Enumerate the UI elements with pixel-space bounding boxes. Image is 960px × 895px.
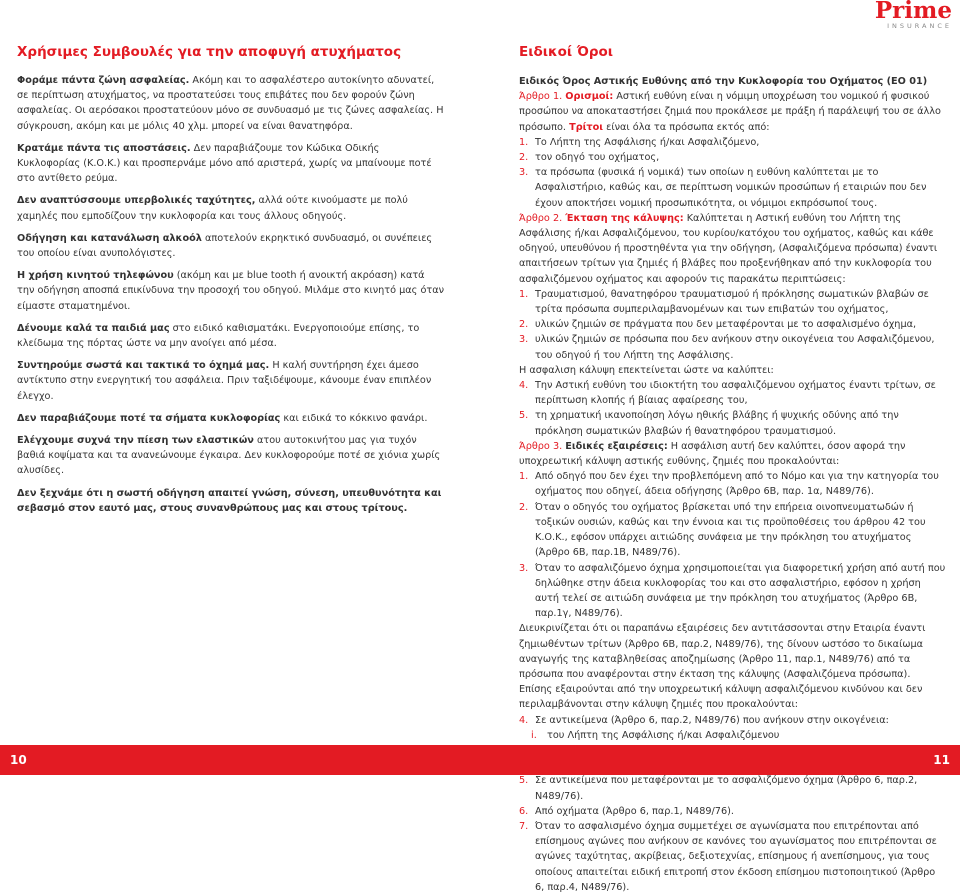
left-column-safety-tips	[17, 44, 445, 514]
text-run: ατου αυτοκινήτου μας για τυχόν βαθιά κοψίματα και τα ανανεώνουμε έγκαιρα. Δεν κυκλοφορούμε ποτέ σε χιόνια χωρίς αλυσίδες.	[17, 435, 441, 477]
term-list-item	[519, 165, 947, 211]
list-number: i.	[531, 729, 537, 741]
text-run: αποτελούν εκρηκτικό συνδυασμό, οι συνέπειες του οποίου είναι ανυπολόγιστες.	[17, 232, 433, 260]
safety-tip-paragraph	[17, 321, 445, 351]
text-run: Κρατάμε πάντα τις αποστάσεις.	[17, 142, 191, 154]
list-text: Το Λήπτη της Ασφάλισης ή/και Ασφαλιζόμενο,	[535, 136, 760, 148]
safety-tip-paragraph	[17, 141, 445, 187]
list-number: 6.	[519, 805, 529, 817]
list-text: Τραυματισμού, θανατηφόρου τραυματισμού ή πρόκλησης σωματικών βλαβών σε τρίτα πρόσωπα συμπεριλαμβανομένων και των επιβατών του οχήματος,	[535, 288, 929, 316]
text-run: Οδήγηση και κατανάλωση αλκοόλ	[17, 232, 202, 244]
term-list-item	[519, 773, 947, 803]
text-run: Η ασφαλιση κάλυψη επεκτείνεται ώστε να καλύπτει:	[519, 364, 774, 376]
text-run: και ειδικά το κόκκινο φανάρι.	[280, 412, 428, 424]
list-text: Όταν το ασφαλιζόμενο όχημα χρησιμοποιείται για διαφορετική χρήση από αυτή που δηλώθηκε στην άδεια κυκλοφορίας του και στο ασφαλιστήριο, εφόσον η χρήση αυτή τελεί σε αιτιώδη συνάφεια με την πρόκληση του ατυχήματος (Άρθρο 6Β, παρ.1γ, Ν489/76).	[535, 562, 946, 620]
text-run: Έκταση της κάλυψης:	[565, 212, 684, 224]
list-text: υλικών ζημιών σε πράγματα που δεν μεταφέρονται με το ασφαλισμένο όχημα,	[535, 319, 917, 331]
page-number-left: 10	[10, 753, 27, 767]
term-list-item	[519, 408, 947, 438]
term-list-item	[519, 713, 947, 728]
safety-tip-paragraph	[17, 231, 445, 261]
text-run: Ειδικές εξαιρέσεις:	[565, 440, 668, 452]
list-number: 2.	[519, 319, 529, 331]
list-number: 5.	[519, 775, 529, 787]
text-run: Δένουμε καλά τα παιδιά μας	[17, 322, 170, 334]
text-run: Φοράμε πάντα ζώνη ασφαλείας.	[17, 75, 190, 86]
text-run: Δεν παραβιάζουμε τον Κώδικα Οδικής Κυκλοφορίας (Κ.Ο.Κ.) και προσπερνάμε μόνο από αριστερά, χωρίς να μπαίνουμε ποτέ στο αντίθετο ρεύμα.	[17, 142, 432, 185]
term-paragraph	[519, 89, 947, 135]
term-list-item	[519, 135, 947, 150]
text-run: Η καλή συντήρηση έχει άμεσο αντίκτυπο στην ενεργητική του ασφάλεια. Πριν ταξιδέψουμε, κάνουμε έναν επιπλέον έλεγχο.	[17, 360, 432, 402]
text-run: Ελέγχουμε συχνά την πίεση των ελαστικών	[17, 435, 254, 447]
list-text: του Λήπτη της Ασφάλισης ή/και Ασφαλιζόμενου	[547, 729, 780, 741]
text-run: Διευκρινίζεται ότι οι παραπάνω εξαιρέσεις δεν αντιτάσσονται στην Εταιρία έναντι ζημιωθέντων τρίτων (Άρθρο 6Β, παρ.2, Ν489/76), της δίνουν ωστόσο το δικαίωμα αναγωγής της καταβληθείσας αποζημίωσης (Άρθρο 11, παρ.1, Ν489/76) από τα πρόσωπα που αναφέρονται στην έκταση της κάλυψης (Ασφαλιζόμενα πρόσωπα).	[519, 623, 926, 680]
list-number: 1.	[519, 288, 529, 300]
term-paragraph	[519, 363, 947, 378]
text-run: Καλύπτεται η Αστική ευθύνη του Λήπτη της Ασφάλισης ή/και Ασφαλιζόμενου, του κυρίου/κατόχου του οχήματος, καθώς και κάθε οδηγού, υπευθύνου ή προστηθέντα για την οδήγηση, (Ασφαλιζόμενα πρόσωπα) έναντι απαιτήσεων τρίτων για ζημιές ή βλάβες που προξενήθηκαν από την κυκλοφορία του ασφαλιζόμενου οχήματος και αφορούν τις παρακάτω περιπτώσεις:	[519, 212, 938, 285]
text-run: Αστική ευθύνη είναι η νόμιμη υποχρέωση του νομικού ή φυσικού προσώπου να αποκαταστήσει ζημιά που προκάλεσε με πράξη ή παράλειψή του σε άλλο πρόσωπο.	[519, 91, 941, 133]
term-paragraph	[519, 439, 947, 469]
list-text: Σε αντικείμενα που μεταφέρονται με το ασφαλιζόμενο όχημα (Άρθρο 6, παρ.2, Ν489/76).	[535, 775, 918, 802]
list-text: τα πρόσωπα (φυσικά ή νομικά) των οποίων η ευθύνη καλύπτεται με το Ασφαλιστήριο, καθώς και, σε περίπτωση νομικών προσώπων ή εταιριών που δεν έχουν αποκτήσει νομική προσωπικότητα, οι νόμιμοι εκπρόσωποί τους.	[535, 167, 927, 209]
list-text: τη χρηματική ικανοποίηση λόγω ηθικής βλάβης ή ψυχικής οδύνης από την πρόκληση σωματικών βλαβών ή θανατηφόρου τραυματισμού.	[535, 410, 899, 437]
text-run: Ακόμη και το ασφαλέστερο αυτοκίνητο αδυνατεί, σε περίπτωση ατυχήματος, να προστατεύσει τους επιβάτες που δεν φορούν ζώνη ασφαλείας. Οι αερόσακοι προστατεύουν μόνο σε συνδυασμό με τις ζώνες ασφαλείας. Η σύγκρουση, ακόμη και με μόλις 40 χλμ. μπορεί να είναι θανατηφόρα.	[17, 75, 444, 132]
list-number: 4.	[519, 714, 529, 726]
list-number: 3.	[519, 167, 529, 179]
text-run: στο ειδικό καθισματάκι. Ενεργοποιούμε επίσης, το κλείδωμα της πόρτας ώστε να μην ανοίγει από μέσα.	[17, 322, 420, 350]
list-number: 3.	[519, 562, 529, 574]
list-number: 2.	[519, 501, 529, 513]
term-paragraph	[519, 682, 947, 712]
list-text: Όταν το ασφαλισμένο όχημα συμμετέχει σε αγωνίσματα που επιτρέπονται από επίσημους αγώνες που ανήκουν σε κανόνες του αγωνίσματος που επιτρέπονται σε αγώνες ταχύτητας, ακρίβειας, δεξιοτεχνίας, επίσημους ή ανεπίσημους, για τους οποίους απαιτείται ειδική επιτροπή στον έκδοση επίσημου πιστοποιητικού (Άρθρο 6, παρ.4, Ν489/76).	[535, 820, 937, 893]
safety-tip-paragraph	[17, 358, 445, 404]
list-text: τον οδηγό του οχήματος,	[535, 152, 660, 164]
text-run: Τρίτοι	[569, 121, 604, 133]
text-run: Ειδικός Όρος Αστικής Ευθύνης από την Κυκλοφορία του Οχήματος (ΕΟ 01)	[519, 76, 928, 87]
term-paragraph	[519, 211, 947, 287]
text-run: Συντηρούμε σωστά και τακτικά το όχημά μας.	[17, 360, 270, 372]
safety-tip-paragraph	[17, 193, 445, 223]
list-text: Όταν ο οδηγός του οχήματος βρίσκεται υπό την επήρεια οινοπνευματωδών ή τοξικών ουσιών, καθώς και την έννοια και τις προϋποθέσεις του άρθρου 42 του Κ.Ο.Κ., εφόσον υπάρχει αιτιώδης συνάφεια με την πρόκληση του ατυχήματος (Άρθρο 6Β, παρ.1Β, Ν489/76).	[535, 501, 926, 559]
text-run: Η ασφάλιση αυτή δεν καλύπτει, όσον αφορά την υποχρεωτική κάλυψη αστικής ευθύνης, ζημιές που προκαλούνται:	[519, 440, 906, 468]
term-list-item	[519, 804, 947, 819]
list-text: Από οδηγό που δεν έχει την προβλεπόμενη από το Νόμο και για την κατηγορία του οχήματος που οδηγεί, άδεια οδήγησης (Άρθρο 6Β, παρ. 1α, Ν489/76).	[535, 471, 939, 498]
page-number-right: 11	[933, 753, 950, 767]
text-run: είναι όλα τα πρόσωπα εκτός από:	[603, 121, 770, 133]
list-text: Την Αστική ευθύνη του ιδιοκτήτη του ασφαλιζόμενου οχήματος έναντι τρίτων, σε περίπτωση κλοπής ή βίαιας αφαίρεσης του,	[535, 380, 936, 407]
right-column-special-terms	[519, 44, 947, 893]
text-run: Άρθρο 2.	[519, 212, 563, 224]
text-run: Δεν ξεχνάμε ότι η σωστή οδήγηση απαιτεί γνώση, σύνεση, υπευθυνότητα και σεβασμό στον εαυτό μας, στους συνανθρώπους μας και στους τρίτους.	[17, 487, 442, 514]
term-list-item	[519, 500, 947, 561]
safety-tips-body	[17, 73, 445, 523]
safety-tip-paragraph	[17, 73, 445, 134]
term-list-item	[519, 150, 947, 165]
term-list-item	[519, 332, 947, 362]
term-paragraph	[519, 74, 947, 89]
prime-insurance-logo	[812, 0, 952, 30]
term-list-item	[519, 469, 947, 499]
text-run: (ακόμη και με blue tooth ή ανοικτή ακρόαση) κατά την οδήγηση αποσπά επικίνδυνα την προσοχή του οδηγού. Μιλάμε στο κινητό μας όταν είμαστε σταματημένοι.	[17, 270, 445, 312]
logo-subtitle: INSURANCE	[887, 22, 952, 30]
logo-wordmark: Prime	[874, 0, 952, 24]
safety-tips-heading: Χρήσιμες Συμβουλές για την αποφυγή ατυχήματος	[17, 44, 402, 60]
list-text: Σε αντικείμενα (Άρθρο 6, παρ.2, Ν489/76) που ανήκουν στην οικογένεια:	[535, 714, 889, 726]
special-terms-heading: Ειδικοί Όροι	[519, 44, 614, 60]
list-text: υλικών ζημιών σε πρόσωπα που δεν ανήκουν στην οικογένεια του Ασφαλιζόμενου, του οδηγού ή του Λήπτη της Ασφάλισης.	[535, 334, 935, 361]
term-list-item	[519, 728, 947, 743]
text-run: Επίσης εξαιρούνται από την υποχρεωτική κάλυψη ασφαλιζόμενου κινδύνου και δεν περιλαμβάνονται στην κάλυψη ζημιές που προκαλούνται:	[519, 684, 923, 711]
term-list-item	[519, 317, 947, 332]
list-number: 1.	[519, 136, 529, 148]
list-number: 1.	[519, 471, 529, 483]
text-run: Άρθρο 1.	[519, 91, 563, 103]
list-number: 5.	[519, 410, 529, 422]
list-number: 2.	[519, 152, 529, 164]
term-list-item	[519, 287, 947, 317]
list-text: Από οχήματα (Άρθρο 6, παρ.1, Ν489/76).	[535, 805, 734, 817]
text-run: Η χρήση κινητού τηλεφώνου	[17, 270, 174, 282]
text-run: αλλά ούτε κινούμαστε με πολύ χαμηλές που εμποδίζουν την κυκλοφορία και τους άλλους οδηγούς.	[17, 195, 408, 222]
safety-tip-paragraph	[17, 433, 445, 479]
safety-tip-paragraph	[17, 268, 445, 314]
text-run: Ορισμοί:	[565, 91, 614, 103]
footer-bar	[0, 745, 960, 775]
term-list-item	[519, 561, 947, 622]
list-number: 3.	[519, 334, 529, 346]
text-run: Δεν αναπτύσσουμε υπερβολικές ταχύτητες,	[17, 195, 256, 207]
term-list-item	[519, 819, 947, 895]
text-run: Δεν παραβιάζουμε ποτέ τα σήματα κυκλοφορίας	[17, 412, 281, 424]
text-run: Άρθρο 3.	[519, 440, 563, 452]
safety-tip-paragraph	[17, 411, 445, 426]
term-list-item	[519, 378, 947, 408]
list-number: 4.	[519, 380, 529, 392]
term-paragraph	[519, 621, 947, 682]
list-number: 7.	[519, 820, 529, 832]
safety-tip-paragraph	[17, 486, 445, 516]
